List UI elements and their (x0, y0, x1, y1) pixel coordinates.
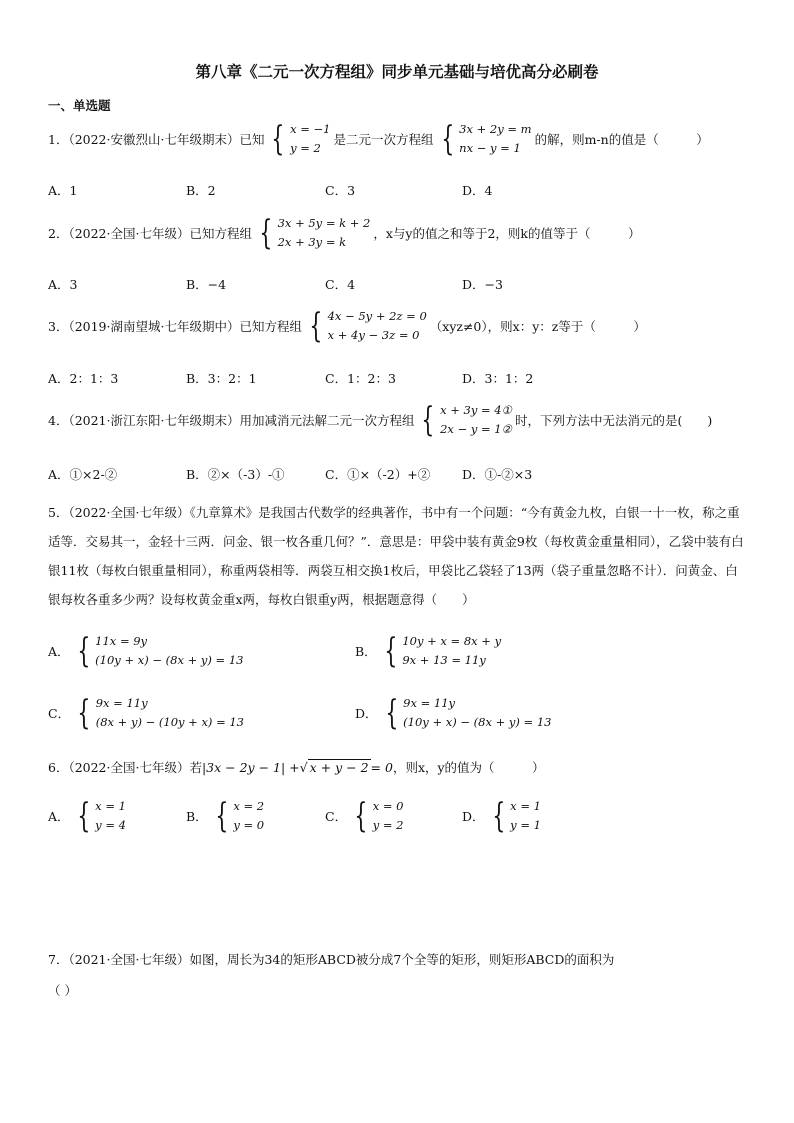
q5-d-row-1: 9x = 11y (403, 696, 456, 710)
q6-a-row-1: x = 1 (95, 799, 126, 813)
q2-system: { 3x + 5y = k + 2 2x + 3y = k (259, 213, 371, 253)
q6-d-row-1: x = 1 (510, 799, 541, 813)
q3-prefix: 3．（2019·湖南望城·七年级期中）已知方程组 (48, 319, 302, 334)
q3-option-a[interactable]: A．2：1：3 (48, 371, 119, 386)
q4-option-b[interactable]: B．②×（-3）-① (186, 467, 285, 482)
q1-option-c[interactable]: C．3 (325, 183, 356, 198)
q6-option-d-system: { x = 1 y = 1 (491, 796, 541, 836)
q2-sys-row-2: 2x + 3y = k (277, 235, 347, 249)
q6-d-row-2: y = 1 (510, 818, 541, 832)
question-2 (48, 214, 641, 252)
q1-sys-a-row-1: x = −1 (290, 122, 331, 136)
q6-option-b[interactable] (186, 797, 267, 835)
section-heading: 一、单选题 (48, 98, 111, 113)
q5-b-row-1: 10y + x = 8x + y (402, 634, 502, 648)
q2-suffix: ，x与y的值之和等于2，则k的值等于（ ） (373, 226, 641, 241)
q5-option-d-label: D． (355, 706, 378, 721)
q5-option-a[interactable] (48, 632, 246, 670)
question-4 (48, 401, 712, 439)
q2-option-c[interactable]: C．4 (325, 277, 356, 292)
page-title: 第八章《二元一次方程组》同步单元基础与培优高分必刷卷 (195, 63, 599, 81)
q5-option-c-label: C． (48, 706, 71, 721)
q6-b-row-2: y = 0 (233, 818, 265, 832)
q4-system: { x + 3y = 4① 2x − y = 1② (421, 400, 512, 440)
q2-sys-row-1: 3x + 5y = k + 2 (277, 216, 371, 230)
q5-option-b[interactable] (355, 632, 504, 670)
q3-option-b[interactable]: B．3：2：1 (186, 371, 257, 386)
q1-sys-b-row-2: nx − y = 1 (459, 141, 521, 155)
q1-option-b[interactable]: B．2 (186, 183, 216, 198)
question-7-line-2: （ ） (48, 983, 77, 998)
question-3 (48, 307, 646, 345)
q6-option-c[interactable] (325, 797, 406, 835)
q6-option-d[interactable] (462, 797, 544, 835)
q5-option-b-label: B． (355, 644, 377, 659)
q5-option-d[interactable] (355, 694, 554, 732)
q5-a-row-1: 11x = 9y (95, 634, 148, 648)
q5-c-row-1: 9x = 11y (95, 696, 148, 710)
q2-option-a[interactable]: A．3 (48, 277, 78, 292)
q2-option-d[interactable]: D．−3 (462, 277, 503, 292)
question-7-line-1: 7．（2021·全国·七年级）如图，周长为34的矩形ABCD被分成7个全等的矩形，则矩形ABCD的面积为 (48, 952, 615, 967)
q3-option-c[interactable]: C．1：2：3 (325, 371, 396, 386)
q4-suffix: 时，下列方法中无法消元的是( ) (514, 413, 713, 428)
q4-option-a[interactable]: A．①×2-② (48, 467, 118, 482)
q6-option-c-system: { x = 0 y = 2 (354, 796, 404, 836)
q3-sys-row-2: x + 4y − 3z = 0 (327, 328, 420, 342)
q6-b-row-1: x = 2 (233, 799, 265, 813)
q6-a-row-2: y = 4 (95, 818, 126, 832)
q5-a-row-2: (10y + x) − (8x + y) = 13 (95, 653, 244, 667)
q6-prefix: 6．（2022·全国·七年级）若 (48, 760, 202, 775)
q1-system-a: { x = −1 y = 2 (271, 119, 331, 159)
q1-system-b: { 3x + 2y = m nx − y = 1 (440, 119, 532, 159)
q4-option-d[interactable]: D．①-②×3 (462, 467, 533, 482)
q6-c-row-2: y = 2 (372, 818, 404, 832)
q1-option-d[interactable]: D．4 (462, 183, 493, 198)
q6-option-b-label: B． (186, 809, 208, 824)
q6-option-d-label: D． (462, 809, 485, 824)
q1-suffix: 的解，则m-n的值是（ ） (534, 132, 709, 147)
question-1 (48, 120, 709, 158)
q6-abs-expression: |3x − 2y − 1| + (201, 759, 300, 775)
q5-b-row-2: 9x + 13 = 11y (402, 653, 486, 667)
q5-option-b-system: { 10y + x = 8x + y 9x + 13 = 11y (384, 631, 502, 671)
q1-prefix: 1．（2022·安徽烈山·七年级期末）已知 (48, 132, 265, 147)
q6-option-a-system: { x = 1 y = 4 (76, 796, 126, 836)
q6-option-a[interactable] (48, 797, 129, 835)
question-6 (48, 758, 545, 776)
q5-option-c[interactable] (48, 694, 247, 732)
q5-d-row-2: (10y + x) − (8x + y) = 13 (403, 715, 552, 729)
q1-option-a[interactable]: A．1 (48, 183, 78, 198)
q4-prefix: 4．（2021·浙江东阳·七年级期末）用加减消元法解二元一次方程组 (48, 413, 415, 428)
q1-sys-a-row-2: y = 2 (290, 141, 321, 155)
q4-option-c[interactable]: C．①×（-2）+② (325, 467, 431, 482)
q6-option-b-system: { x = 2 y = 0 (215, 796, 265, 836)
q6-option-a-label: A． (48, 809, 70, 824)
q3-option-d[interactable]: D．3：1：2 (462, 371, 534, 386)
q6-c-row-1: x = 0 (372, 799, 404, 813)
q6-root-sign: √ (299, 759, 308, 775)
q5-option-c-system: { 9x = 11y (8x + y) − (10y + x) = 13 (77, 693, 245, 733)
q2-prefix: 2．（2022·全国·七年级）已知方程组 (48, 226, 252, 241)
q6-option-c-label: C． (325, 809, 348, 824)
q6-expression-tail: = 0 (370, 759, 393, 775)
q5-option-a-label: A． (48, 644, 70, 659)
q3-suffix: （xyz≠0），则x：y：z等于（ ） (429, 319, 646, 334)
q5-c-row-2: (8x + y) − (10y + x) = 13 (95, 715, 245, 729)
q6-suffix: ，则x，y的值为（ ） (392, 760, 545, 775)
q2-option-b[interactable]: B．−4 (186, 277, 227, 292)
q4-sys-row-1: x + 3y = 4① (440, 403, 512, 417)
q4-sys-row-2: 2x − y = 1② (440, 422, 512, 436)
q1-sys-b-row-1: 3x + 2y = m (459, 122, 532, 136)
q5-option-a-system: { 11x = 9y (10y + x) − (8x + y) = 13 (76, 631, 244, 671)
q3-system: { 4x − 5y + 2z = 0 x + 4y − 3z = 0 (309, 306, 427, 346)
q1-middle: 是二元一次方程组 (333, 132, 434, 147)
q5-option-d-system: { 9x = 11y (10y + x) − (8x + y) = 13 (384, 693, 552, 733)
q3-sys-row-1: 4x − 5y + 2z = 0 (327, 309, 427, 323)
question-5-text: 5．（2022·全国·七年级）《九章算术》是我国古代数学的经典著作，书中有一个问题：“今有黄金九枚，白银一十一枚，称之重适等．交易其一，金轻十三两．问金、银一枚各重几何？”．意思是：甲袋中装有黄金9枚（每枚黄金重量相同），乙袋中装有白银11枚（每枚白银重量相同），称重两袋相等．两袋互相交换1枚后，甲袋比乙袋轻了13两（袋子重量忽略不计）．问黄金、白银每枚各重多少两？设每枚黄金重x两，每枚白银重y两，根据题意得（ ） (48, 505, 744, 607)
q6-root-expression: x + y − 2 (309, 760, 369, 775)
